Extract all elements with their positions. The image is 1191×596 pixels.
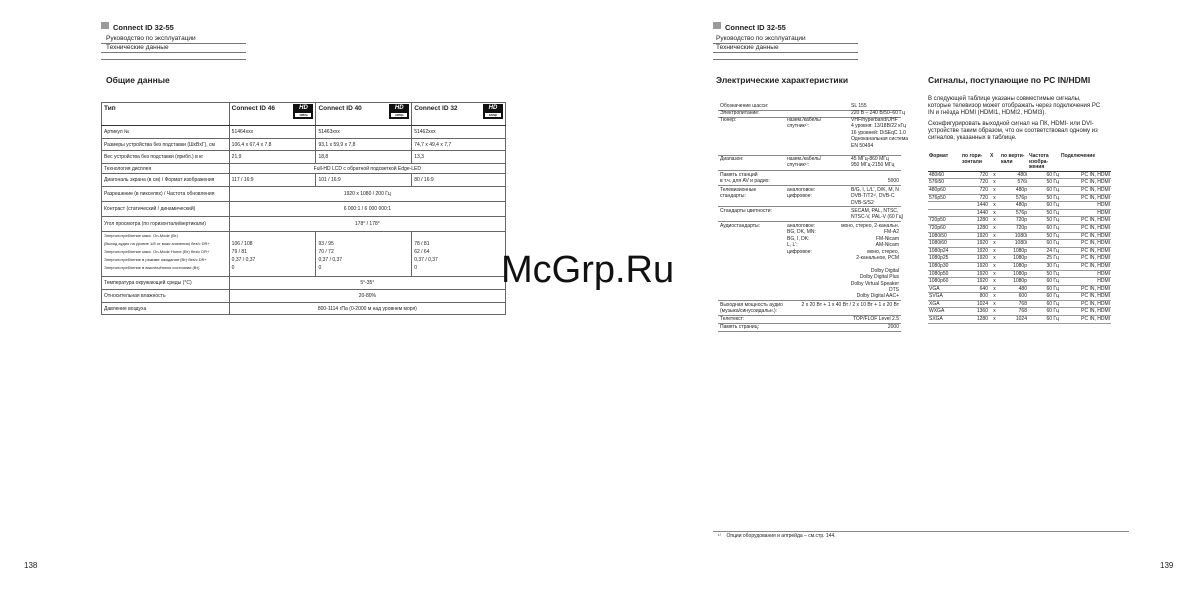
- table-row: 480i60 720 x 480i 60 Гц PC IN, HDMI: [929, 171, 1110, 178]
- general-data-table: [101, 102, 506, 315]
- spec-row: Телетекст: TOP/FLOF Level 2.5: [720, 316, 899, 322]
- table-row: Угол просмотра (по горизонтали/вертикали) 178° / 178°: [102, 217, 506, 232]
- section-title-electrical: Электрические характеристики: [716, 75, 849, 85]
- table-row: 576i50 720 x 576i 50 Гц PC IN, HDMI: [929, 179, 1110, 186]
- table-row: Контраст (статический / динамический) 6 000:1 / 6 000 000:1: [102, 202, 506, 217]
- hd-logo-icon: HD 1080p: [483, 104, 503, 119]
- signals-intro: В следующей таблице указаны совместимые сигналы, которые телевизор может отображать через подключения PC IN и гнёзда HDMI (HDMI1, HDMI2, HDMI3).: [928, 96, 1101, 116]
- table-row: Технология дисплея Full-HD LCD с обратной подсветкой Edge-LED: [102, 164, 506, 174]
- table-row: Относительная влажность 20-80%: [102, 290, 506, 303]
- left-header: [101, 17, 246, 60]
- table-row: 1440 x 480p 60 Гц HDMI: [928, 202, 1111, 210]
- table-row: SVGA 800 x 600 60 Гц PC IN, HDMI: [929, 293, 1110, 300]
- spec-row: Память станций в т.ч. для AV и радио: 5000: [720, 172, 899, 185]
- right-header: [713, 17, 858, 60]
- page-number-left: 138: [24, 561, 38, 570]
- section-title-general: Общие данные: [106, 75, 170, 85]
- spec-row: Диапазон: назем./кабель/ спутник¹⁾: 45 МГц-860 МГц 950 МГц-2150 МГц: [718, 156, 901, 171]
- table-row: Вес устройства без подставки (прибл.) в кг 21,9 18,8 13,3: [102, 151, 506, 164]
- table-row: Артикул № 51464xxx 51463xxx 51462xxx: [102, 126, 506, 139]
- table-row: Температура окружающей среды (°C) 5°-35°: [102, 277, 506, 290]
- header-square-icon: [101, 22, 109, 29]
- table-row: 1080p60 1920 x 1080p 60 Гц HDMI: [929, 278, 1110, 285]
- table-row: Разрешение (в пикселях) / Частота обновления 1920 x 1080 / 200 Гц: [102, 187, 506, 202]
- table-row: 1080i60 1920 x 1080i 60 Гц PC IN, HDMI: [929, 240, 1110, 247]
- table-row-energy: Энергопотребление макс. On-Mode (Вт) (Выход аудио на уровне 1/8 от макс.значения) без/с DR+ Энергопотребление макс. On-Mode Home (Вт) без/с DR+ Энергопотребление в режиме ожидания (Вт) без/с DR+ Энергопотребление в выключённом состоянии (Вт) 106 / 108 79 / 81 0,37 / 0,37 0 93 / 95 70 / 72 0,37 / 0,37 0 78 / 81 62 / 64 0,37 / 0,37 0: [102, 232, 506, 277]
- table-row: 1080p30 1920 x 1080p 30 Гц PC IN, HDMI: [929, 262, 1110, 269]
- table-row: 576p50 720 x 576p 50 Гц PC IN, HDMI: [929, 194, 1110, 201]
- spec-row: Обозначение шасси: SL 155: [718, 103, 901, 111]
- electrical-specs: [718, 103, 909, 348]
- model-header: Connect ID 32 HD 1080p: [412, 103, 506, 126]
- table-row: Диагональ экрана (в см) / Формат изображения 117 / 16:9 101 / 16:9 80 / 16:9: [102, 174, 506, 187]
- table-row: SXGA 1280 x 1024 60 Гц PC IN, HDMI: [929, 316, 1110, 323]
- table-header-row: [102, 103, 506, 126]
- spec-row: Телевизионные стандарты: аналоговое: цифровое: B/G, I, L/L', D/K, M, N DVB-T/T2¹⁾, DVB-C DVB-S/S2: [718, 186, 901, 207]
- col-type-header: Тип: [102, 103, 230, 126]
- table-row: 1440 x 576p 50 Гц HDMI: [928, 209, 1111, 217]
- footnote-divider: [713, 531, 1129, 532]
- page-number-right: 139: [1160, 561, 1174, 570]
- model-header: Connect ID 46 HD 1080p: [229, 103, 316, 126]
- header-divider: [713, 53, 858, 60]
- spec-row: Аудиостандарты: аналоговое: BG, DK, MN: BG, I, DK: L, L': цифровое: моно, стерео, 2-канальн. FM-A2 FM-Nicam AM-Nicam моно, стерео, 2-канальное, PCM Dolby Digital Dolby Digital Plus Dolby Virtual Speaker DTS Dolby Digital AAC+: [720, 223, 899, 300]
- table-row: 1080p50 1920 x 1080p 50 Гц HDMI: [929, 270, 1110, 277]
- table-row: WXGA 1360 x 768 60 Гц PC IN, HDMI: [929, 308, 1110, 315]
- hd-logo-icon: HD 1080p: [293, 104, 313, 119]
- table-row: 480p60 720 x 480p 60 Гц PC IN, HDMI: [929, 186, 1110, 193]
- signals-header-row: Формат по горизонтали X по вертикали Частота изображения Подключение: [928, 154, 1111, 171]
- table-row: Давление воздуха 800-1114 гПа (0-2000 м над уровнем моря): [102, 303, 506, 315]
- spec-row: Память страниц: 2000: [720, 324, 899, 330]
- header-divider: [101, 53, 246, 60]
- header-sub2: Технические данные: [713, 44, 858, 53]
- hd-logo-icon: HD 1080p: [389, 104, 409, 119]
- table-row: 720p60 1280 x 720p 60 Гц PC IN, HDMI: [929, 224, 1110, 231]
- header-sub1: Руководство по эксплуатации: [101, 35, 246, 44]
- header-sub1: Руководство по эксплуатации: [713, 35, 858, 44]
- table-row: 1080i50 1920 x 1080i 50 Гц PC IN, HDMI: [929, 232, 1110, 239]
- header-square-icon: [713, 22, 721, 29]
- table-row: 1080p24 1920 x 1080p 24 Гц PC IN, HDMI: [929, 247, 1110, 254]
- footnote: ¹⁾ Опции оборудования и апгрейда – см.стр. 144.: [718, 533, 836, 539]
- spec-row: Электропитание: 220 В – 240 В/50–60 Гц: [720, 110, 905, 116]
- watermark: McGrp.Ru: [501, 249, 675, 291]
- table-row: 720p50 1280 x 720p 50 Гц PC IN, HDMI: [929, 217, 1110, 224]
- section-title-signals: Сигналы, поступающие по PC IN/HDMI: [928, 75, 1091, 85]
- header-title: Connect ID 32-55: [713, 17, 858, 35]
- spec-row: Выходная мощность аудио (музыка/синусоидальн.): 2 x 20 Вт + 1 x 40 Вт / 2 x 10 Вт + 1 x 20 Вт: [720, 302, 899, 315]
- header-sub2: Технические данные: [101, 44, 246, 53]
- signals-config-text: Сконфигурировать выходной сигнал на ПК, HDMI- или DVI- устройстве таким образом, что он соответствовал одному из сигналов, указанных в таблице.: [928, 121, 1098, 141]
- table-row: 1080p25 1920 x 1080p 25 Гц PC IN, HDMI: [929, 255, 1110, 262]
- model-header: Connect ID 40 HD 1080p: [316, 103, 412, 126]
- spec-row: Тюнер: назем./кабель/ спутник¹⁾: VHF/hyperband/UHF 4 уровня: 13/18В/22 кГц 16 уровней: DiSEqC 1.0 Одноканальная система EN 50494: [718, 117, 901, 156]
- spec-row: Стандарты цветности: SECAM, PAL, NTSC, NTSC-V, PAL-V (60 Гц): [720, 208, 904, 221]
- header-title: Connect ID 32-55: [101, 17, 246, 35]
- table-row: VGA 640 x 480 60 Гц PC IN, HDMI: [929, 285, 1110, 292]
- table-row: XGA 1024 x 768 60 Гц PC IN, HDMI: [929, 300, 1110, 307]
- signals-body: [928, 171, 1111, 323]
- signals-table: [928, 154, 1111, 324]
- table-row: Размеры устройства без подставки (ШxВxГ), см 106,4 x 67,4 x 7,8 93,1 x 59,9 x 7,8 74,7 x 49,4 x 7,7: [102, 139, 506, 151]
